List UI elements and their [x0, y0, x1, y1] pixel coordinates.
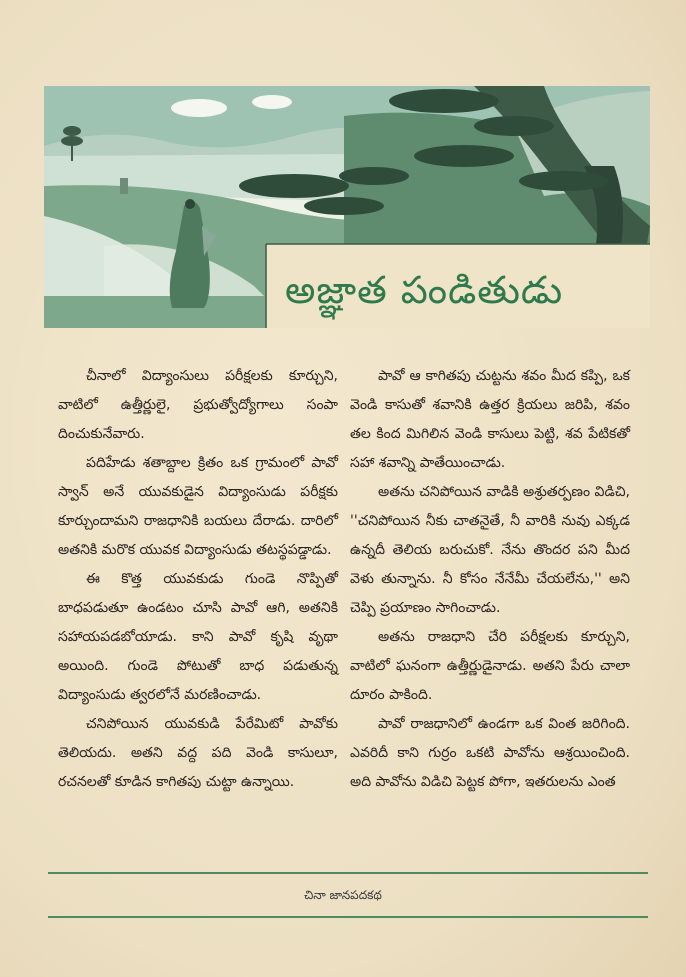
paragraph: చనిపోయిన యువకుడి పేరేమిటో పావోకు తెలియదు. అతని వద్ద పది వెండి కాసులూ, రచనలతో కూడిన కాగితపు చుట్టా ఉన్నాయి.: [58, 716, 338, 790]
story-title: అజ్ఞాత పండితుడు: [285, 268, 564, 312]
footer-caption: చినా జానపదకథ: [304, 888, 382, 902]
paragraph: అతను చనిపోయిన వాడికి అశ్రుతర్పణం విడిచి, ''చనిపోయిన నీకు చాతనైతే, నీ వారికి నువు ఎక్కడ ఉన్నదీ తెలియ బరుచుకో. నేను తొందర పని మీద వెళు తున్నాను. నీ కోసం నేనేమీ చేయలేను,'' అని చెప్పి ప్రయాణం సాగించాడు.: [350, 484, 630, 616]
footer-rule-bottom: [48, 916, 648, 918]
right-column: [350, 362, 630, 797]
paragraph: పదిహేడు శతాబ్దాల క్రితం ఒక గ్రామంలో పావో స్వాన్ అనే యువకుడైన విద్యాంసుడు పరీక్షకు కూర్చుందామని రాజధానికి బయలు దేరాడు. దారిలో అతనికి మరొక యువక విద్యాంసుడు తటస్థపడ్డాడు.: [58, 455, 338, 558]
left-column: [58, 362, 338, 797]
paragraph: పావో ఆ కాగితపు చుట్టను శవం మీద కప్పి, ఒక వెండి కాసుతో శవానికి ఉత్తర క్రియలు జరిపి, శవం తల కింద మిగిలిన వెండి కాసులు పెట్టి, శవ పేటికతో సహా శవాన్ని పాతేయించాడు.: [350, 368, 630, 471]
paragraph: ఈ కొత్త యువకుడు గుండె నొప్పితో బాధపడుతూ ఉండటం చూసి పావో ఆగి, అతనికి సహాయపడబోయాడు. కాని పావో కృషి వృథా అయింది. గుండె పోటుతో బాధ పడుతున్న విద్యాంసుడు త్వరలోనే మరణించాడు.: [58, 571, 338, 703]
footer-rule-top: [48, 872, 648, 874]
paragraph: అతను రాజధాని చేరి పరీక్షలకు కూర్చుని, వాటిలో ఘనంగా ఉత్తీర్ణుడైనాడు. అతని పేరు చాలా దూరం పాకింది.: [350, 629, 630, 703]
paragraph: పావో రాజధానిలో ఉండగా ఒక వింత జరిగింది. ఎవరిదీ కాని గుర్రం ఒకటి పావోను ఆశ్రయించింది. అది పావోను విడిచి పెట్టక పోగా, ఇతరులను ఎంత: [350, 716, 630, 790]
paragraph: చీనాలో విద్యాంసులు పరీక్షలకు కూర్చుని, వాటిలో ఉత్తీర్ణులై, ప్రభుత్వోద్యోగాలు సంపా దించుకునేవారు.: [58, 368, 338, 442]
